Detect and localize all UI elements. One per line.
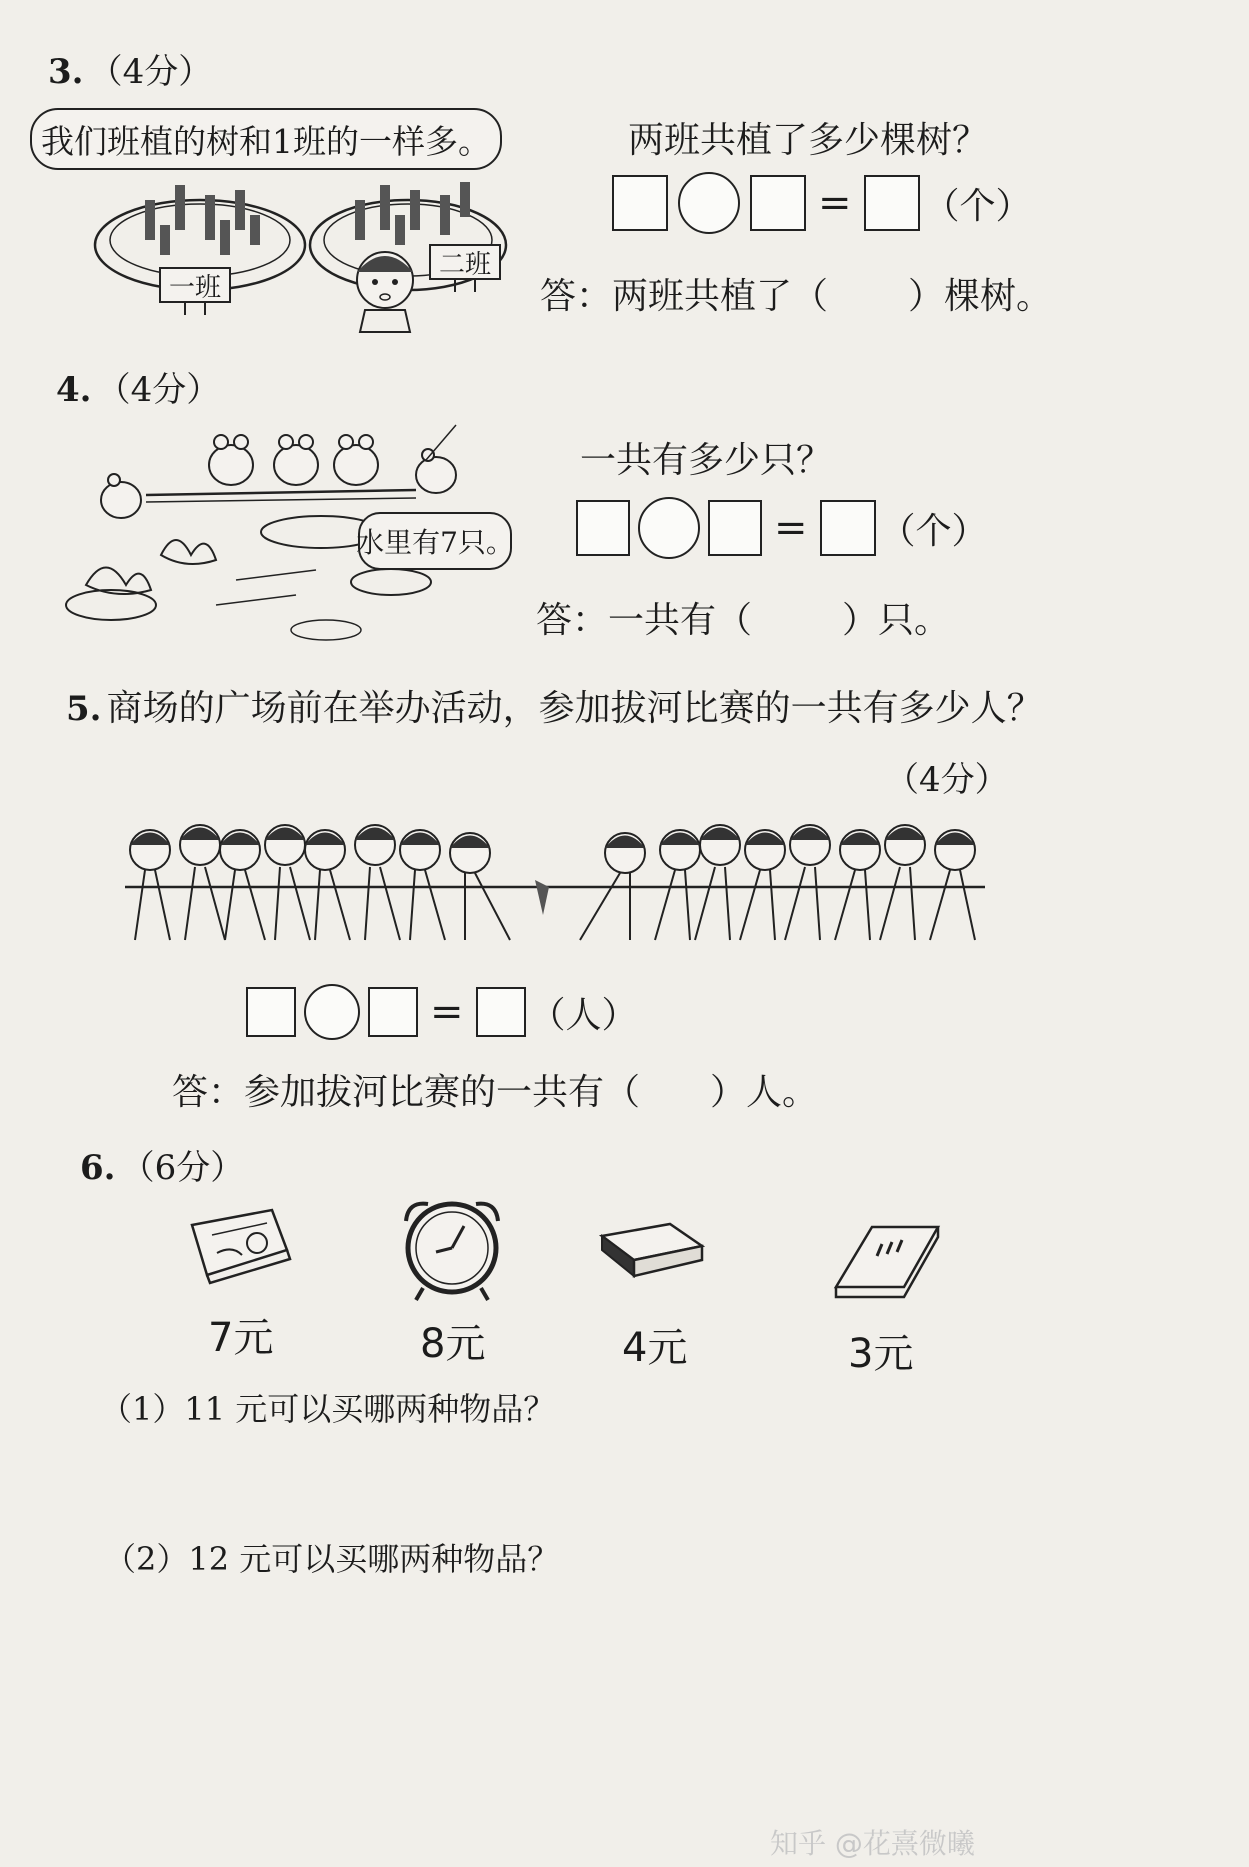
q3-equation <box>612 172 1032 234</box>
watermark-text: 知乎 @花熹微曦 <box>770 1827 975 1860</box>
q3-equals-sign: = <box>818 180 852 226</box>
q4-answer <box>536 592 950 643</box>
q6-subquestion-1: （1）11 元可以买哪两种物品？ <box>100 1390 556 1428</box>
q5-operator-circle[interactable] <box>304 984 360 1040</box>
q4-question: 一共有多少只？ <box>580 440 833 481</box>
q5-equation <box>246 984 638 1040</box>
q3-class2-sign: 二班 <box>438 249 491 280</box>
book-icon <box>832 1222 942 1302</box>
q5-blank-box-2[interactable] <box>368 987 418 1037</box>
q3-question: 两班共植了多少棵树？ <box>628 120 989 161</box>
alarm-clock-icon <box>398 1196 506 1302</box>
q6-number: 6. <box>80 1148 116 1188</box>
q6-subquestion-2: （2）12 元可以买哪两种物品？ <box>104 1540 560 1578</box>
q3-answer-prefix: 答：两班共植了（ <box>540 276 829 317</box>
price-label-3: 4元 <box>622 1325 688 1371</box>
q3-operator-circle[interactable] <box>678 172 740 234</box>
q5-tug-of-war-illustration <box>125 815 985 960</box>
q3-score: （4分） <box>88 52 213 92</box>
q4-header <box>56 362 220 411</box>
q4-result-box[interactable] <box>820 500 876 556</box>
q3-class1-sign: 一班 <box>168 272 221 303</box>
q3-number: 3. <box>48 52 84 92</box>
price-label-4: 3元 <box>848 1331 914 1377</box>
q3-blank-box-1[interactable] <box>612 175 668 231</box>
q3-answer <box>540 268 1052 319</box>
q4-blank-box-1[interactable] <box>576 500 630 556</box>
q4-equation <box>576 497 988 559</box>
q5-equals-sign: = <box>430 989 464 1035</box>
q3-unit: （个） <box>923 185 1032 227</box>
q6-score: （6分） <box>120 1148 245 1188</box>
pencil-case-icon <box>182 1205 294 1285</box>
q5-blank-box-1[interactable] <box>246 987 296 1037</box>
q5-text: 商场的广场前在举办活动，参加拔河比赛的一共有多少人？ <box>106 688 1043 729</box>
q3-speech-text: 我们班植的树和1班的一样多。 <box>41 121 491 161</box>
q4-unit: （个） <box>879 510 988 552</box>
q5-header <box>66 680 1043 731</box>
price-label-2: 8元 <box>420 1321 486 1367</box>
q5-score: （4分） <box>885 760 1009 800</box>
q5-answer <box>172 1064 818 1115</box>
q3-result-box[interactable] <box>864 175 920 231</box>
q4-answer-suffix: ）只。 <box>842 600 951 641</box>
q4-speech-text: 水里有7只。 <box>356 526 514 559</box>
q5-answer-suffix: ）人。 <box>710 1072 819 1113</box>
q5-result-box[interactable] <box>476 987 526 1037</box>
q4-answer-prefix: 答：一共有（ <box>536 600 753 641</box>
q5-number: 5. <box>66 689 102 729</box>
q3-blank-box-2[interactable] <box>750 175 806 231</box>
eraser-icon <box>598 1220 706 1282</box>
q4-number: 4. <box>56 370 92 410</box>
q5-answer-prefix: 答：参加拔河比赛的一共有（ <box>172 1072 641 1113</box>
q3-answer-suffix: ）棵树。 <box>908 276 1053 317</box>
q4-speech-bubble <box>358 512 512 570</box>
q6-header <box>80 1140 244 1189</box>
q4-operator-circle[interactable] <box>638 497 700 559</box>
price-label-1: 7元 <box>208 1315 274 1361</box>
q4-equals-sign: = <box>774 505 808 551</box>
q4-blank-box-2[interactable] <box>708 500 762 556</box>
q4-score: （4分） <box>96 370 221 410</box>
q3-header <box>48 44 212 93</box>
q5-unit: （人） <box>529 994 638 1036</box>
